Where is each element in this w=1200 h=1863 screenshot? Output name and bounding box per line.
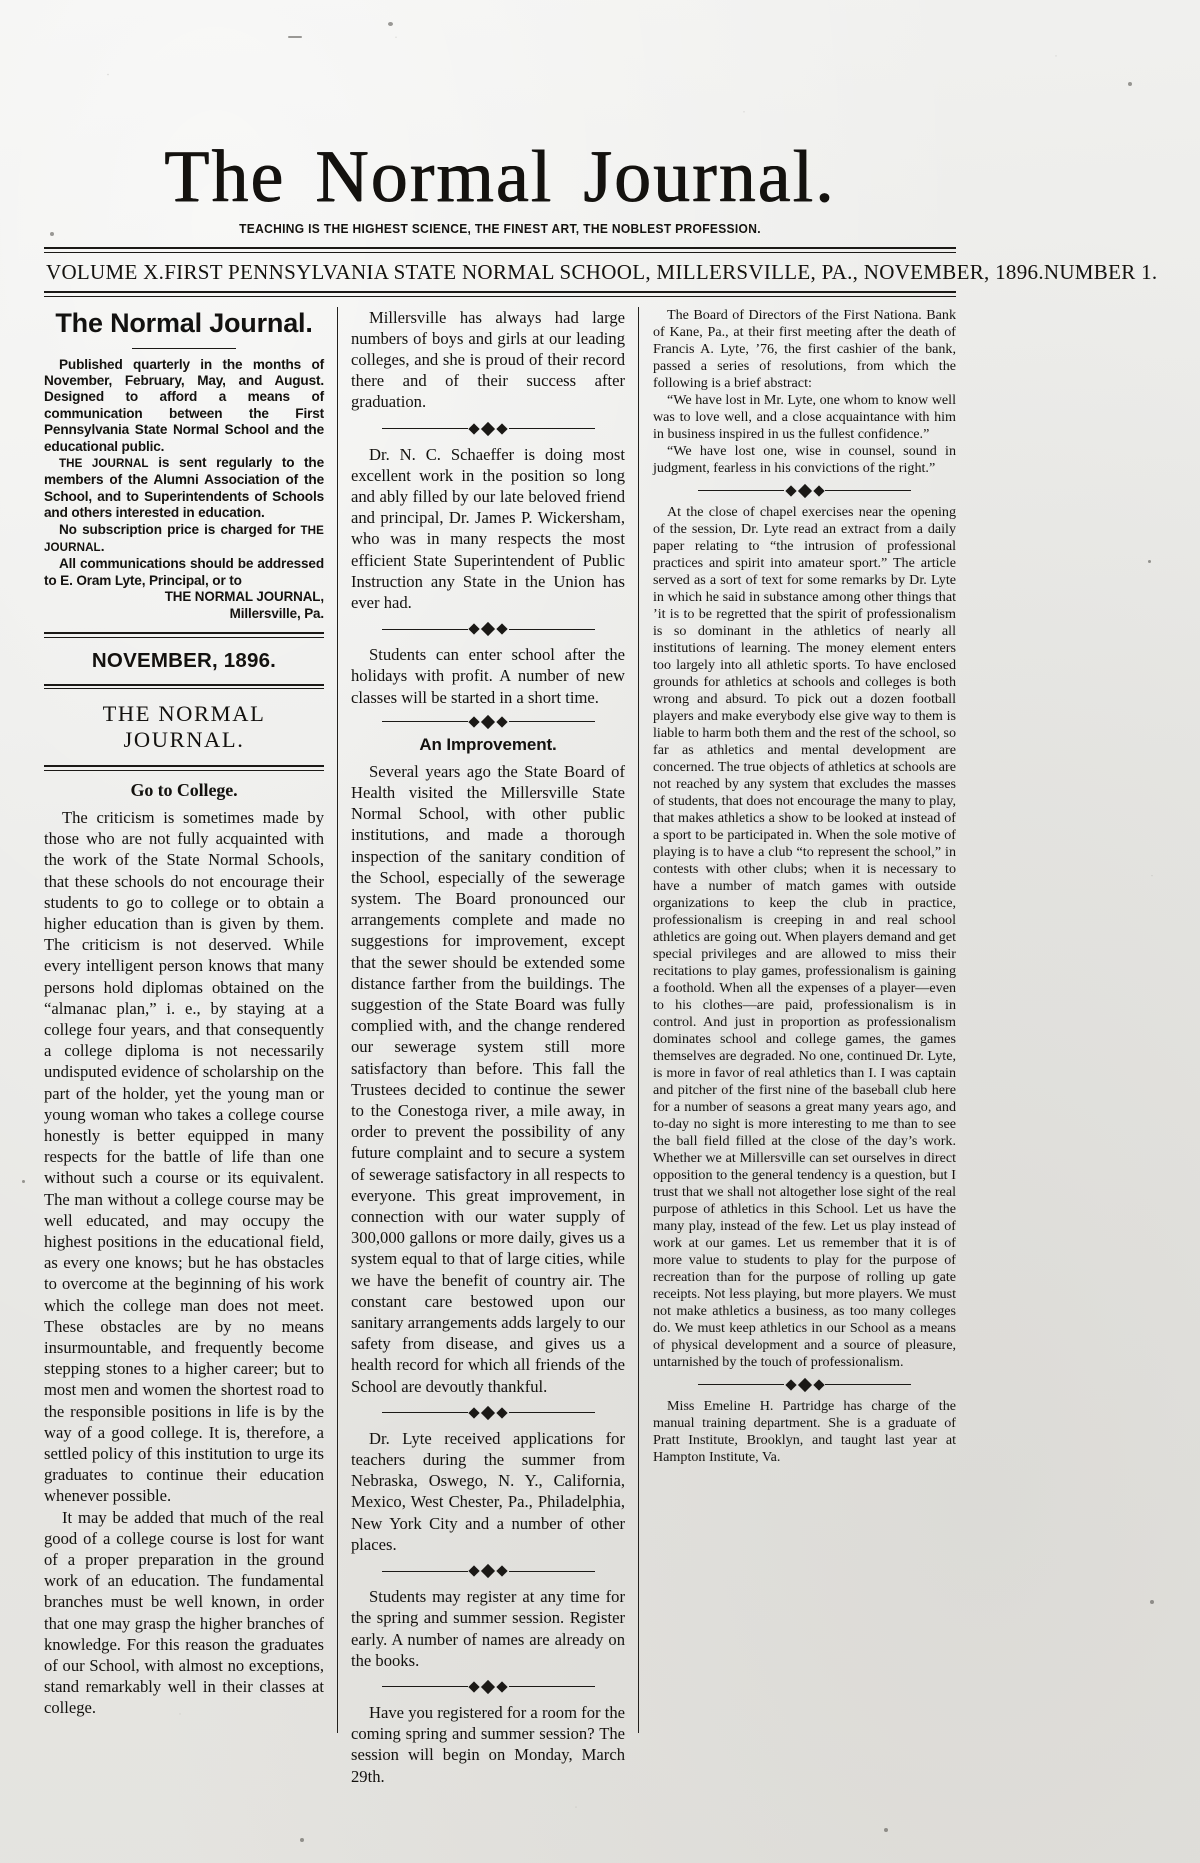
divider-line-left bbox=[382, 1412, 468, 1413]
column-2 bbox=[337, 307, 638, 1786]
news-paragraph: Millersville has always had large numbers of boys and girls at our leading colleges, and she is proud of their record there and of their success after graduation. bbox=[351, 307, 625, 412]
news-paragraph: Miss Emeline H. Partridge has charge of the manual training department. She is a graduate of Pratt Institute, Brooklyn, and taught last year at Hampton Institute, Va. bbox=[653, 1397, 956, 1465]
date-rule-bottom bbox=[44, 684, 324, 690]
diamond-divider bbox=[653, 486, 956, 496]
columns-container bbox=[44, 306, 956, 1786]
divider-line-right bbox=[509, 721, 595, 722]
diamond-icon bbox=[468, 624, 479, 635]
paper-rule-bottom bbox=[44, 765, 324, 771]
masthead-motto: TEACHING IS THE HIGHEST SCIENCE, THE FINEST ART, THE NOBLEST PROFESSION. bbox=[239, 222, 761, 237]
diamond-icon bbox=[496, 423, 507, 434]
divider-line-right bbox=[509, 428, 595, 429]
article-paragraph: It may be added that much of the real good of a college course is lost for want of a proper preparation in the ground work of an education. The fundamental branches must be well known, in order that one may grasp the higher branches of knowledge. For this reason the graduates of our School, with almost no exceptions, stand remarkably well in their classes at college. bbox=[44, 1507, 324, 1718]
divider-line-left bbox=[698, 490, 784, 491]
number-label: NUMBER 1. bbox=[1043, 260, 1158, 285]
diamond-icon bbox=[481, 1406, 495, 1420]
news-paragraph: The Board of Directors of the First Nationa. Bank of Kane, Pa., at their first meeting after the death of Francis A. Lyte, ’76, the first cashier of the bank, passed a series of resolutions, from which the following is a brief abstract: bbox=[653, 306, 956, 391]
publication-origin: FIRST PENNSYLVANIA STATE NORMAL SCHOOL, MILLERSVILLE, PA., NOVEMBER, 1896. bbox=[164, 260, 1044, 285]
article-heading-go-to-college: Go to College. bbox=[130, 779, 238, 800]
nameplate-rule bbox=[132, 348, 236, 349]
diamond-icon bbox=[468, 1407, 479, 1418]
diamond-icon bbox=[468, 716, 479, 727]
volume-line bbox=[44, 253, 1158, 291]
diamond-divider bbox=[351, 1682, 625, 1692]
divider-line-left bbox=[382, 1571, 468, 1572]
diamond-icon bbox=[481, 421, 495, 435]
masthead-title bbox=[44, 136, 956, 218]
volume-label: VOLUME X. bbox=[46, 260, 165, 285]
news-paragraph: Students may register at any time for the spring and summer session. Register early. A number of names are already on the books. bbox=[351, 1587, 625, 1670]
news-paragraph: “We have lost in Mr. Lyte, one whom to know well was to love well, and a close acquaintance with him in business inspired in us the fullest confidence.” bbox=[653, 391, 956, 442]
publication-info-4: All communications should be addressed to E. Oram Lyte, Principal, or to bbox=[44, 556, 324, 588]
article-heading-an-improvement: An Improvement. bbox=[419, 734, 557, 754]
diamond-divider bbox=[351, 1408, 625, 1418]
news-paragraph: Dr. N. C. Schaeffer is doing most excellent work in the position so long and ably filled by our late beloved friend and principal, Dr. James P. Wickersham, who was in many respects the most efficient State Superintendent of Public Instruction any State in the Union has ever had. bbox=[351, 444, 625, 612]
diamond-icon bbox=[481, 715, 495, 729]
divider-line-right bbox=[825, 1384, 911, 1385]
column-3 bbox=[638, 307, 956, 1733]
masthead-word-1: The bbox=[164, 136, 286, 218]
diamond-icon bbox=[496, 1681, 507, 1692]
diamond-icon bbox=[785, 1379, 796, 1390]
divider-line-left bbox=[698, 1384, 784, 1385]
masthead-word-3: Journal. bbox=[583, 136, 836, 218]
diamond-icon bbox=[785, 485, 796, 496]
scan-speck bbox=[1128, 82, 1132, 86]
scan-speck bbox=[1150, 1600, 1154, 1604]
issue-date-heading: NOVEMBER, 1896. bbox=[91, 648, 277, 672]
diamond-icon bbox=[813, 485, 824, 496]
divider-line-right bbox=[509, 1686, 595, 1687]
scan-speck bbox=[22, 1180, 25, 1183]
date-rule-top bbox=[44, 632, 324, 638]
diamond-divider bbox=[653, 1380, 956, 1390]
divider-line-left bbox=[382, 428, 468, 429]
diamond-icon bbox=[797, 483, 811, 497]
diamond-icon bbox=[481, 622, 495, 636]
signature-line-1: THE NORMAL JOURNAL, bbox=[164, 589, 324, 605]
diamond-divider bbox=[351, 424, 625, 434]
diamond-icon bbox=[797, 1377, 811, 1391]
diamond-icon bbox=[468, 1681, 479, 1692]
diamond-icon bbox=[813, 1379, 824, 1390]
page-sheet bbox=[44, 0, 1158, 1863]
journal-nameplate: The Normal Journal. bbox=[55, 307, 313, 338]
divider-line-right bbox=[825, 490, 911, 491]
signature-line-2: Millersville, Pa. bbox=[229, 605, 324, 621]
masthead-word-2: Normal bbox=[315, 136, 554, 218]
column-1 bbox=[44, 307, 337, 1733]
scan-speck bbox=[1148, 560, 1151, 563]
diamond-icon bbox=[468, 1565, 479, 1576]
divider-line-right bbox=[509, 1571, 595, 1572]
diamond-icon bbox=[468, 423, 479, 434]
diamond-icon bbox=[481, 1564, 495, 1578]
diamond-divider bbox=[351, 624, 625, 634]
diamond-icon bbox=[481, 1680, 495, 1694]
volume-rule bbox=[44, 291, 956, 297]
diamond-icon bbox=[496, 1565, 507, 1576]
article-paragraph: The criticism is sometimes made by those who are not fully acquainted with the work of the State Normal Schools, that these schools do not encourage their students to go to college or to obtain a higher education than is given by them. The criticism is not deserved. While every intelligent person knows that many persons hold diplomas obtained on the “almanac plan,” i. e., by staying at a college four years, and that consequently a college diploma is not necessarily undisputed evidence of scholarship on the part of the holder, yet the young man or young woman who takes a college course honestly is better equipped in many respects for the battle of life than one without such a course or its equivalent. The man without a college course may be well educated, and may occupy the highest positions in the educational field, as every one knows; but he has obstacles to overcome at the beginning of his work which the college man does not meet. These obstacles are by no means insurmountable, and frequently become stepping stones to a higher career; but to most men and women the shortest road to the responsible positions in life is by the way of a good college. It is, therefore, a settled policy of this institution to urge its graduates to continue their education whenever possible. bbox=[44, 807, 324, 1506]
paper-heading: THE NORMAL JOURNAL. bbox=[102, 701, 266, 753]
divider-line-left bbox=[382, 1686, 468, 1687]
publication-info-3: No subscription price is charged for THE JOURNAL. bbox=[44, 521, 324, 554]
publication-info-1: Published quarterly in the months of November, February, May, and August. Designed to afford a means of communication between the First Pennsylvania State Normal School and the educational public. bbox=[44, 356, 324, 454]
news-paragraph: Dr. Lyte received applications for teachers during the summer from Nebraska, Oswego, N. Y., California, Mexico, West Chester, Pa., Philadelphia, New York City and a number of other places. bbox=[351, 1428, 625, 1554]
news-paragraph: Several years ago the State Board of Health visited the Millersville State Normal School, with other public institutions, and made a thorough inspection of the sanitary condition of the School, especially of the sewerage system. The Board pronounced our arrangements complete and made no suggestions for improvement, except that the sewer should be extended some distance farther from the buildings. The suggestion of the State Board was fully complied with, and the change rendered our sewerage system still more satisfactory than before. This fall the Trustees decided to continue the sewer to the Conestoga river, a mile away, in order to prevent the possibility of any future complaint and to secure a system of sewerage satisfactory in all respects to everyone. This great improvement, in connection with our water supply of 300,000 gallons or more daily, gives us a system equal to that of large cities, while we have the benefit of country air. The constant care bestowed upon our sanitary arrangements adds largely to our safety from disease, and gives us a health record for which all friends of the School are devoutly thankful. bbox=[351, 761, 625, 1396]
publication-info-2: THE JOURNAL is sent regularly to the members of the Alumni Association of the School, and to Superintendents of Schools and others interested in education. bbox=[44, 454, 324, 521]
diamond-icon bbox=[496, 1407, 507, 1418]
divider-line-left bbox=[382, 629, 468, 630]
news-paragraph: “We have lost one, wise in counsel, sound in judgment, fearless in his convictions of the right.” bbox=[653, 442, 956, 476]
diamond-divider bbox=[351, 1566, 625, 1576]
masthead bbox=[44, 0, 956, 236]
news-paragraph: Have you registered for a room for the coming spring and summer session? The session will begin on Monday, March 29th. bbox=[351, 1702, 625, 1786]
diamond-divider bbox=[351, 717, 625, 727]
news-paragraph: At the close of chapel exercises near the opening of the session, Dr. Lyte read an extract from a daily paper relating to “the intrusion of professional practices and spirit into amateur sport.” The article served as a sort of text for some remarks by Dr. Lyte in which he said in substance among other things that ’it is to be regretted that the spirit of professionalism is so dominant in the athletics of nearly all institutions of learning. The money element enters too largely into all athletic sports. To have enclosed grounds for athletics at schools and colleges is both wrong and absurd. To pick out a dozen football players and make everybody else give way to them is liable to harm both them and the rest of the school, so far as athletics and mental development are concerned. The true objects of athletics at schools are not reached by any system that excludes the masses of students, that does not encourage the many to play, that makes athletics a show to be looked at instead of a sport to be participated in. When the sole motive of playing is to have a club “to represent the school,” in contests with other clubs; when it is necessary to have a number of match games with outside organizations to keep the club in practice, professionalism is creeping in and real school athletics are going out. When players demand and get special privileges and are allowed to miss their recitations to play games, professionalism is gaining a foothold. When all the expenses of a player—even to his clothes—are paid, professionalism is in control. And just in proportion as professionalism dominates school and college games, the games themselves are degraded. No one, continued Dr. Lyte, is more in favor of real athletics than I. I was captain and pitcher of the first nine of the baseball club here for a number of seasons a great many years ago, and to-day no sight is more interesting to me than to see the ball field filled at the close of the day’s work. Whether we at Millersville can set ourselves in direct opposition to the general tendency is a question, but I trust that we shall not altogether lose sight of the real purpose of athletics in this School. Let us have the many play, instead of the few. Let us play instead of work at our games. Let us remember that it is of more value to students to play for the purpose of recreation than for the purpose of rolling up gate receipts. Not less playing, but more players. We must not make athletics a business, as too many colleges do. We must keep athletics in our School as a means of physical development and a source of pleasure, untarnished by the touch of professionalism. bbox=[653, 503, 956, 1370]
diamond-icon bbox=[496, 716, 507, 727]
divider-line-left bbox=[382, 721, 468, 722]
diamond-icon bbox=[496, 624, 507, 635]
divider-line-right bbox=[509, 1412, 595, 1413]
divider-line-right bbox=[509, 629, 595, 630]
news-paragraph: Students can enter school after the holidays with profit. A number of new classes will be started in a short time. bbox=[351, 645, 625, 707]
